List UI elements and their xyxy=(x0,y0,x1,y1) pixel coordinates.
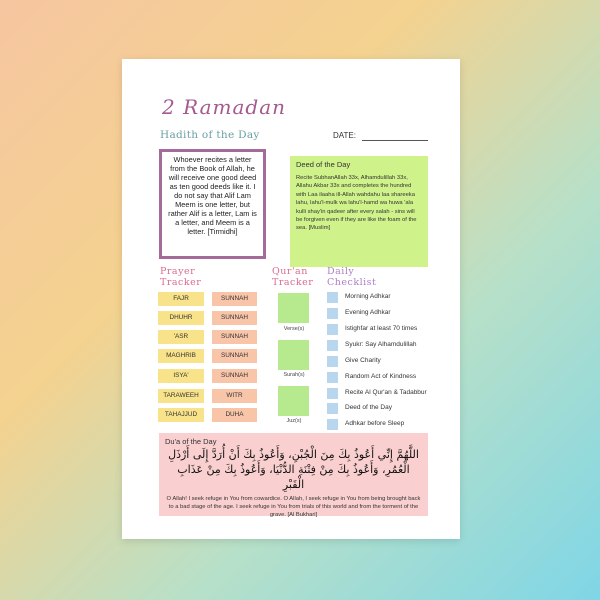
quran-juz-box[interactable] xyxy=(278,386,309,416)
deed-title: Deed of the Day xyxy=(296,160,351,169)
dua-translation: O Allah! I seek refuge in You from cowardice. O Allah, I seek refuge in You from being brought back to a bad stage of the age. I seek refuge in You from trials of this world and from the torment of the grave. [Al Bukhari] xyxy=(166,495,421,519)
prayer-maghrib-sunnah[interactable]: SUNNAH xyxy=(212,349,257,363)
checkbox[interactable] xyxy=(327,308,338,319)
checklist-label: Random Act of Kindness xyxy=(345,373,417,380)
dua-arabic: اللَّهُمَّ إِنِّي أَعُوذُ بِكَ مِنَ الْجُبْنِ، وَأَعُوذُ بِكَ أَنْ أُرَدَّ إِلَى أَرْذَلِ الْعُمُرِ، وَأَعُوذُ بِكَ مِنْ فِتْنَةِ الدُّنْيَا، وَأَعُوذُ بِكَ مِنْ عَذَابِ الْقَبْرِ xyxy=(168,448,419,491)
quran-surah-box[interactable] xyxy=(278,340,309,370)
hadith-text: Whoever recites a letter from the Book of Allah, he will receive one good deed as ten good deeds like it. I do not say that Alif Lam Meem is one letter, but rather Alif is a letter, Lam is a letter, and Meem is a letter. [Tirmidhi] xyxy=(168,155,257,237)
checkbox[interactable] xyxy=(327,403,338,414)
checklist-label: Adhkar before Sleep xyxy=(345,420,405,427)
checkbox[interactable] xyxy=(327,324,338,335)
checklist-label: Evening Adhkar xyxy=(345,309,391,316)
quran-verse-box[interactable] xyxy=(278,293,309,323)
prayer-fajr[interactable]: FAJR xyxy=(158,292,204,306)
prayer-tahajjud[interactable]: TAHAJJUD xyxy=(158,408,204,422)
quran-verse-label: Verse(s) xyxy=(283,326,305,332)
prayer-isya-sunnah[interactable]: SUNNAH xyxy=(212,369,257,383)
checklist-heading: Daily Checklist xyxy=(327,266,377,288)
checklist-label: Morning Adhkar xyxy=(345,293,391,300)
deed-text: Recite SubhanAllah 33x, Alhamdulillah 33x, Allahu Akbar 33x and completes the hundred with Laa ilaaha ill-Allah wahdahu laa shareeka lahu, lahu'l-mulk wa lahu'l-hamd wa huwa 'ala kulli shay'in qadeer after every salah - sins will be forgiven even if they are like the foam of the sea. [Muslim] xyxy=(296,175,417,232)
hadith-heading: Hadith of the Day xyxy=(160,129,260,141)
deed-box xyxy=(290,156,428,267)
checklist-label: Give Charity xyxy=(345,357,381,364)
date-input-line[interactable] xyxy=(362,140,428,141)
prayer-asr[interactable]: 'ASR xyxy=(158,330,204,344)
prayer-fajr-sunnah[interactable]: SUNNAH xyxy=(212,292,257,306)
prayer-witr[interactable]: WITR xyxy=(212,389,257,403)
prayer-dhuhr[interactable]: DHUHR xyxy=(158,311,204,325)
prayer-isya[interactable]: ISYA' xyxy=(158,369,204,383)
quran-tracker-heading: Qur'an Tracker xyxy=(272,266,314,288)
prayer-taraweeh[interactable]: TARAWEEH xyxy=(158,389,204,403)
prayer-dhuhr-sunnah[interactable]: SUNNAH xyxy=(212,311,257,325)
prayer-asr-sunnah[interactable]: SUNNAH xyxy=(212,330,257,344)
prayer-duha[interactable]: DUHA xyxy=(212,408,257,422)
hadith-box xyxy=(159,149,266,259)
planner-page xyxy=(122,59,460,539)
checklist-label: Syukr: Say Alhamdulillah xyxy=(345,341,417,348)
checklist-label: Recite Al Qur'an & Tadabbur xyxy=(345,389,427,396)
dua-title: Du'a of the Day xyxy=(165,437,217,446)
checkbox[interactable] xyxy=(327,356,338,367)
checkbox[interactable] xyxy=(327,372,338,383)
checklist-label: Deed of the Day xyxy=(345,404,392,411)
quran-surah-label: Surah(s) xyxy=(283,372,305,378)
checkbox[interactable] xyxy=(327,419,338,430)
prayer-tracker-heading: Prayer Tracker xyxy=(160,266,202,288)
date-label: DATE: xyxy=(333,131,356,140)
checkbox[interactable] xyxy=(327,292,338,303)
prayer-maghrib[interactable]: MAGHRIB xyxy=(158,349,204,363)
checkbox[interactable] xyxy=(327,388,338,399)
checkbox[interactable] xyxy=(327,340,338,351)
dua-box xyxy=(159,433,428,519)
page-title: 2 Ramadan xyxy=(162,95,287,119)
quran-juz-label: Juz(s) xyxy=(286,418,302,424)
checklist-label: Istighfar at least 70 times xyxy=(345,325,418,332)
